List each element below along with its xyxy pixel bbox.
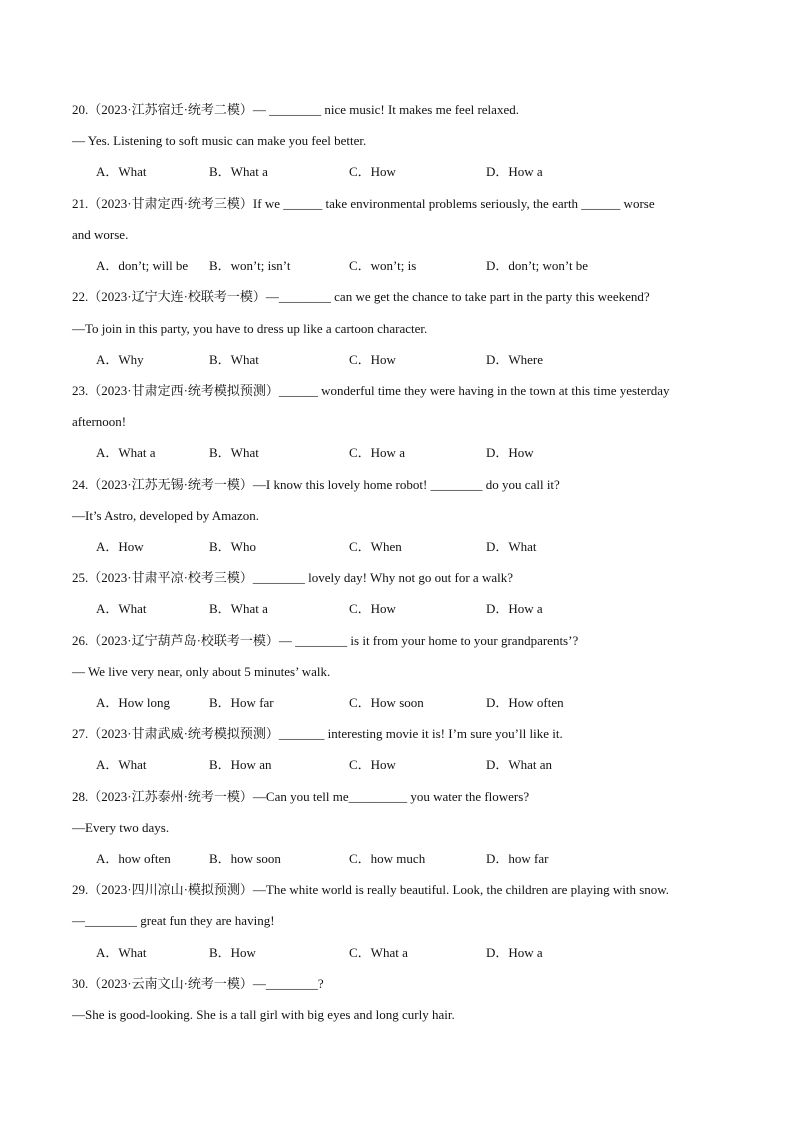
option-d: D．how far [486,851,549,866]
option-d: D．How a [486,164,543,179]
question-28-options [96,851,716,867]
option-c: C．How [349,757,396,772]
option-c: C．How a [349,445,405,460]
question-25-stem: 25.（2023·甘肃平凉·校考三模）________ lovely day! Why not go out for a walk? [72,570,513,585]
question-29-reply: —________ great fun they are having! [72,913,275,928]
option-c: C．won’t; is [349,258,417,273]
option-d: D．How a [486,945,543,960]
question-30-stem: 30.（2023·云南文山·统考一模）—________? [72,976,324,991]
option-a: A．What [96,757,147,772]
option-d: D．How [486,445,534,460]
option-d: D．How a [486,601,543,616]
option-a: A．What [96,164,147,179]
question-23-options [96,445,716,461]
option-b: B．How far [209,695,274,710]
option-b: B．how soon [209,851,281,866]
question-23-stem: 23.（2023·甘肃定西·统考模拟预测）______ wonderful time they were having in the town at this time yesterday [72,383,670,398]
option-a: A．How [96,539,144,554]
option-a: A．how often [96,851,171,866]
option-a: A．What [96,945,147,960]
question-28-reply: —Every two days. [72,820,170,835]
option-b: B．What a [209,164,268,179]
option-b: B．won’t; isn’t [209,258,291,273]
option-c: C．how much [349,851,426,866]
question-22-reply: —To join in this party, you have to dress up like a cartoon character. [72,321,428,336]
question-20-reply: — Yes. Listening to soft music can make you feel better. [72,133,367,148]
question-27-options [96,757,716,773]
option-a: A．What [96,601,147,616]
question-21-stem-continued: and worse. [72,227,129,242]
option-b: B．What a [209,601,268,616]
question-28-stem: 28.（2023·江苏泰州·统考一模）—Can you tell me_________ you water the flowers? [72,789,530,804]
question-27-stem: 27.（2023·甘肃武威·统考模拟预测）_______ interesting movie it is! I’m sure you’ll like it. [72,726,563,741]
question-20-stem: 20.（2023·江苏宿迁·统考二模）— ________ nice music! It makes me feel relaxed. [72,102,519,117]
question-20-options [96,164,716,180]
question-26-reply: — We live very near, only about 5 minutes’ walk. [72,664,331,679]
option-a: A．How long [96,695,171,710]
question-23-stem-continued: afternoon! [72,414,127,429]
question-26-options [96,695,716,711]
option-c: C．When [349,539,402,554]
option-a: A．What a [96,445,156,460]
option-d: D．What an [486,757,553,772]
option-b: B．Who [209,539,256,554]
question-22-stem: 22.（2023·辽宁大连·校联考一模）—________ can we get the chance to take part in the party this weekend? [72,289,650,304]
option-d: D．Where [486,352,544,367]
question-24-options [96,539,716,555]
option-b: B．What [209,352,259,367]
option-c: C．What a [349,945,408,960]
question-26-stem: 26.（2023·辽宁葫芦岛·校联考一模）— ________ is it from your home to your grandparents’? [72,633,579,648]
question-25-options [96,601,716,617]
question-22-options [96,352,716,368]
option-c: C．How soon [349,695,424,710]
option-c: C．How [349,164,396,179]
question-24-reply: —It’s Astro, developed by Amazon. [72,508,260,523]
question-24-stem: 24.（2023·江苏无锡·统考一模）—I know this lovely home robot! ________ do you call it? [72,477,560,492]
option-a: A．Why [96,352,144,367]
option-b: B．How an [209,757,272,772]
question-29-stem: 29.（2023·四川凉山·模拟预测）—The white world is really beautiful. Look, the children are playing with snow. [72,882,670,897]
option-c: C．How [349,601,396,616]
question-21-options [96,258,716,274]
option-d: D．don’t; won’t be [486,258,589,273]
option-b: B．What [209,445,259,460]
option-c: C．How [349,352,396,367]
option-b: B．How [209,945,256,960]
question-30-reply: —She is good-looking. She is a tall girl with big eyes and long curly hair. [72,1007,455,1022]
option-d: D．What [486,539,537,554]
question-21-stem: 21.（2023·甘肃定西·统考三模）If we ______ take environmental problems seriously, the earth ______ worse [72,196,655,211]
option-a: A．don’t; will be [96,258,189,273]
option-d: D．How often [486,695,564,710]
question-29-options [96,945,716,961]
